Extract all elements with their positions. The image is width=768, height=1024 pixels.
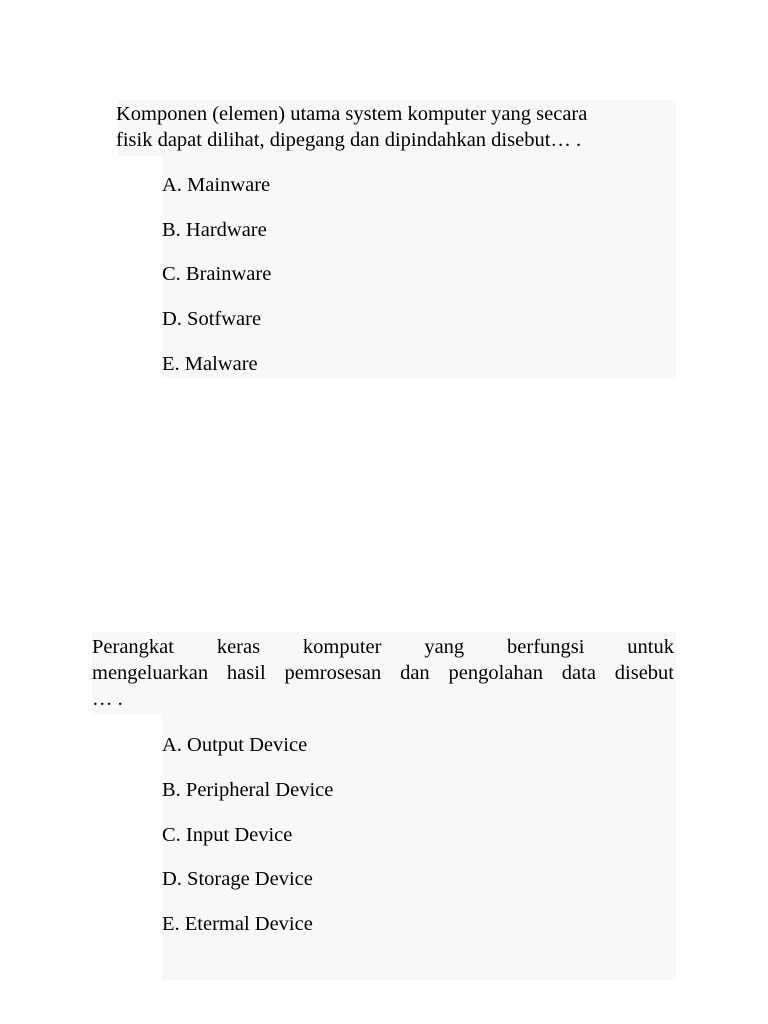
question1-option-d: D. Sotfware — [162, 308, 262, 330]
question1-option-a: A. Mainware — [162, 174, 271, 196]
question1-option-e: E. Malware — [162, 353, 258, 375]
question2-line-2: mengeluarkan hasil pemrosesan dan pengolahan data disebut — [92, 662, 674, 684]
question2-line-3: … . — [92, 688, 123, 710]
question1-line-2: fisik dapat dilihat, dipegang dan dipindahkan disebut… . — [116, 129, 582, 151]
question2-option-c: C. Input Device — [162, 824, 293, 846]
question2-option-d: D. Storage Device — [162, 868, 313, 890]
question1-text — [116, 101, 656, 153]
question1-option-b: B. Hardware — [162, 219, 267, 241]
question2-option-e: E. Etermal Device — [162, 913, 313, 935]
question2-option-a: A. Output Device — [162, 734, 308, 756]
question1-option-c: C. Brainware — [162, 263, 272, 285]
question2-line-1: Perangkat keras komputer yang berfungsi untuk — [92, 636, 674, 658]
question2-text — [92, 634, 674, 712]
question2-option-b: B. Peripheral Device — [162, 779, 334, 801]
question1-line-1: Komponen (elemen) utama system komputer yang secara — [116, 103, 588, 125]
